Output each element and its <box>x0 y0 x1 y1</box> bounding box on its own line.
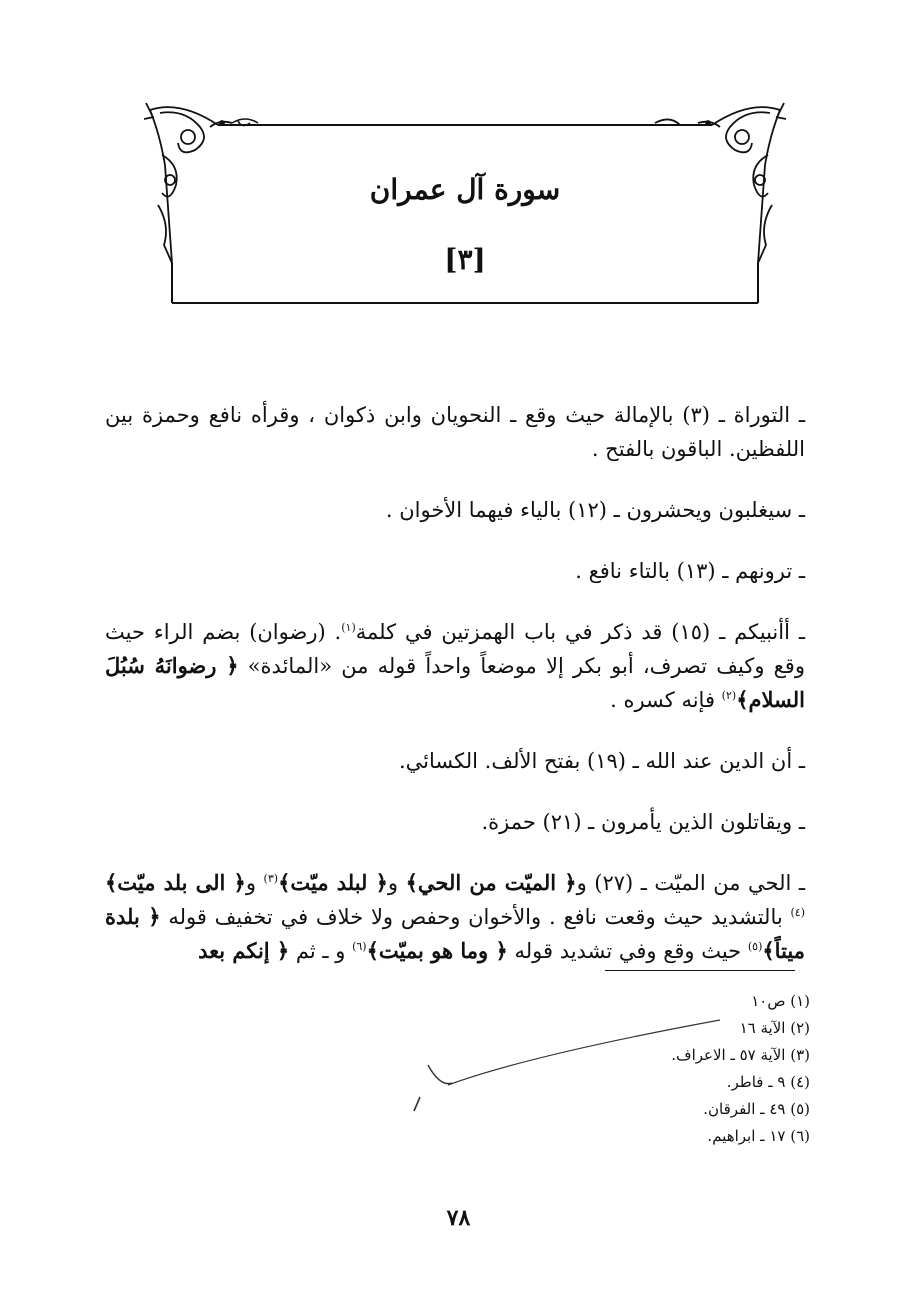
paragraph-tarawnahum: ـ ترونهم ـ (١٣) بالتاء نافع . <box>575 559 805 583</box>
footnote-item: (٥) ٤٩ ـ الفرقان. <box>703 1100 810 1118</box>
text-segment: و ـ ثم <box>289 939 353 963</box>
footnote-ref: (٦) <box>352 940 367 953</box>
page-number: ٧٨ <box>446 1205 471 1231</box>
footnote-ref: (٥) <box>747 940 763 953</box>
footnote-ref: (٢) <box>721 689 737 702</box>
footnote-ref: (٣) <box>263 872 279 885</box>
text-segment: ـ الحي من الميّت ـ (٢٧) و <box>576 871 805 895</box>
quran-quote: ﴿ إنكم بعد <box>198 938 290 963</box>
text-segment: و <box>245 871 264 895</box>
footnote-ref: (١) <box>341 621 356 634</box>
footnote-ref: (٤) <box>790 906 805 919</box>
text-segment: ـ أأنبيكم ـ (١٥) قد ذكر في باب الهمزتين في كلمة <box>355 620 805 644</box>
text-segment: بالتشديد حيث وقعت نافع . والأخوان وحفص ولا خلاف في تخفيف قوله <box>160 905 791 929</box>
text-segment: و <box>387 871 406 895</box>
quran-quote: ﴿ لبلد ميّت﴾ <box>278 870 388 895</box>
main-text <box>105 398 805 995</box>
surah-title: سورة آل عمران <box>369 173 561 206</box>
footnote-item: (٢) الآية ١٦ <box>739 1019 810 1037</box>
text-segment: فإنه كسره . <box>610 688 722 712</box>
footnote-item: (٣) الآية ٥٧ ـ الاعراف. <box>671 1046 810 1064</box>
paragraph-aunabbiukum <box>105 615 805 717</box>
paragraph-sayughlabun: ـ سيغلبون ويحشرون ـ (١٢) بالياء فيهما الأخوان . <box>385 498 805 522</box>
text-segment: حيث وقع وفي تشديد قوله <box>507 939 748 963</box>
title-frame <box>140 95 790 310</box>
paragraph-yuqatilun: ـ ويقاتلون الذين يأمرون ـ (٢١) حمزة. <box>481 810 805 834</box>
paragraph-tawrat: ـ التوراة ـ (٣) بالإمالة حيث وقع ـ النحويان وابن ذكوان ، وقرأه نافع وحمزة بين اللفظين. الباقون بالفتح . <box>105 403 806 461</box>
footnote-item: (١) ص١٠ <box>751 992 810 1010</box>
paragraph-inna-addin: ـ أن الدين عند الله ـ (١٩) بفتح الألف. الكسائي. <box>399 749 805 773</box>
pen-stroke-mark <box>400 1015 730 1125</box>
text-segment: . (رضوان) بضم الراء حيث وقع وكيف تصرف، أبو بكر إلا موضعاً واحداً قوله من «المائدة» <box>105 620 805 678</box>
footnote-separator <box>605 970 795 971</box>
footnote-item: (٤) ٩ ـ فاطر. <box>726 1073 810 1091</box>
quran-quote: ﴿ رضوانَهُ سُبُلَ السلام﴾ <box>105 653 805 712</box>
quran-quote: ﴿ الى بلد ميّت﴾ <box>105 870 246 895</box>
surah-number: [٣] <box>444 243 486 276</box>
quran-quote: ﴿ بلدة ميتاً﴾ <box>105 904 805 963</box>
quran-quote: ﴿ وما هو بميّت﴾ <box>366 938 508 963</box>
paragraph-alhayy <box>105 866 805 968</box>
quran-quote: ﴿ الميّت من الحي﴾ <box>405 870 577 895</box>
footnote-item: (٦) ١٧ ـ ابراهيم. <box>707 1127 810 1145</box>
